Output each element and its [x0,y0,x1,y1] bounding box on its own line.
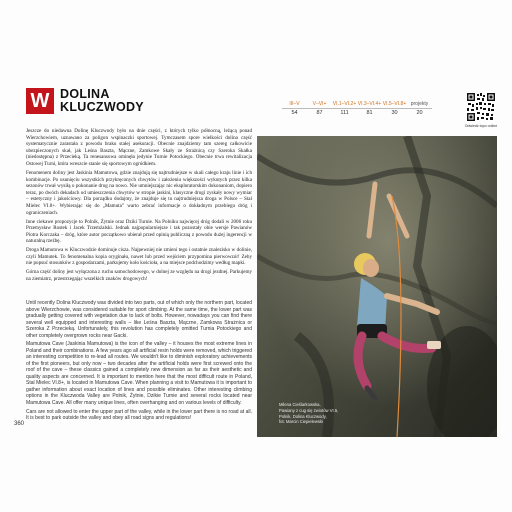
paragraph: Inne ciekawe propozycje to Polnik, Żytnie oraz Dziki Turnie. Na Polniku najwięcej dróg dodali w 2006 roku Przemysław Rostek i Jacek Trzemżalski. Jednak najpopularniejsze i tak pozostały obie wersje Pawianów Piotra Korczaka – dróg, które autor początkowo ubierał przed opinią publiczną z powodu dużej ingerencji w naturalną rzeźbę. [26,218,252,245]
title-line-2: KLUCZWODY [60,100,144,114]
qr-code-icon[interactable] [466,92,496,122]
grade-value-row [282,109,432,117]
paragraph: Fenomenem doliny jest Jaskinia Mamutowa, gdzie znajdują się najtrudniejsze w skali całego kraju linie i ich kombinacje. Po usunięciu wszystkich przykręconych chwytów i założeniu większości wykutych przez kilka sezonów trwał wysiłą o pokonanie drog na nowo. Nie umniejszając nic eksploratorskim dokonaniom, dopiero teraz, po dwóch dekadach od umieszczenia chwytów w stropie jaskini, klasyczne drogi zyskały nowy wymiar – estetyczny i jakościowy. Dla porządku dodajmy, że znajduje się tu najtrudniejsza droga w Polsce – Stal Mielec VI.8+. Wybierając się do „Mamuta” warto zebrać informacje o dokładnym przebiegu dróg i ograniczeniach. [26,169,252,216]
photo-caption [279,402,369,425]
grade-count: 30 [391,110,398,116]
grade-count: 87 [316,110,323,116]
route-grade-stats [282,100,432,117]
title-line-1: DOLINA [60,87,110,101]
paragraph: Droga Mamutowa w Kluczwodzie dominuje cisza. Najpewniej nie zmieni tego i ostatnie znalezisko w dolinie, czyli Mamutek. To fenomenalna kopia oryginału, nawet lub przed wejściem przypomina pierwowzór! Zeby nie popsuć stosunków z gospodarzami, parkujemy koło kościoła, a na miejsce podchodzimy według mapki. [26,247,252,267]
chapter-badge: W [26,88,54,114]
grade-header: VI.5–VI.8+ [382,101,407,107]
page-number: 360 [14,421,25,427]
caption-line: Milena Cieślarkowska, [279,402,321,407]
caption-line: Polnik, Dolina Kluczwody, [279,413,327,419]
grade-header-row [282,100,432,109]
paragraph: Cars are not allowed to enter the upper part of the valley, while in the lower part there is no road at all. It is best to park outside the valley and obey all road signs and regulations! [26,408,252,422]
projects-count: 20 [416,110,423,116]
paragraph: Jeszcze do niedawna Dolinę Kluczwody było na dnie części, z których tylko północną, leżącą ponad Wierzchowiem, uznawano za poligon wspinaczki sportowej. Tymczasem spore wielkości dolina część systematycznie zarastała z powodu braku stałej asekuracji. Obecnie znajdziemy tam szereg całkowicie ubezpieczonych skał, jak Leśna Baszta, Mączne, Zamkowe Skały ze Strażnicą czy Szeroka Skałka (niedostępna) z Przecieką. Ta renesansowa ominęła jedynie Turnie Potockiego. Obecnie trwa rewitalizacja Ostowej Turni, która wreszcie stanie się sportowym ogródkiem. [26,128,252,167]
grade-count: 54 [291,110,298,116]
paragraph: Mamutowa Cave (Jaskinia Mamutowa) is the icon of the valley – it houses the most extreme lines in Poland and their combinations. A few years ago all artificial resin holds were removed, which triggered an interesting competition to re-lead all routes. We wouldn't like to diminish exploratory achievements of the first pioneers, but only now – two decades after the artificial holds were first screwed onto the roof of the cave – these classics gained a completely new dimension as far as their aesthetic and quality aspects are concerned. It is important to mention here that the most difficult route in Poland, Stal Mielec VI.8+, is located in Mamutowa Cave. When planning a visit to Mamutowa it is important to gather information about exact location of lines and possible eliminates. Other interesting climbing options in the Kluczwoda Valley are Polnik, Żytnie, Dzikie Turnie and several rocks located near Mamutowa Cave. All offer many unique lines, often overhanging and on various levels of difficulty. [26,341,252,406]
polish-text-block [26,128,252,285]
grade-count: 81 [366,110,373,116]
grade-header: VI.1–VI.2+ [332,101,357,107]
grade-header: III–V [282,100,307,109]
grade-header: V–VI+ [307,100,332,109]
caption-line: fot. Marcin Ciepielewski [279,419,323,425]
grade-header: VI.3–VI.4+ [357,101,382,107]
paragraph: Until recently Dolina Kluczwody was divided into two parts, out of which only the northern part, located above Wierzchowie, was considered suitable for sport climbing. At the same time, the lower part was gradually getting covered with vegetation due to lack of bolts. However, nowadays you can find there several well equipped and interesting walls – like Leśna Baszta, Mączne, Zamkowa Strażnica or Szeroka Z Przecieką. Unfortunately, this revolution has completely omitted Turnia Potockiego and other completely overgrown rocks near Gacki. [26,300,252,339]
qr-caption: Odwiedź topo online [464,124,498,128]
paragraph: Górna część doliny jest wyłączona z ruchu samochodowego, w dolnej ze względu na drogi jezdnej. Parkujemy na ziemiatrz, przestrzegając wszelkich znaków drogowych! [26,269,252,283]
caption-line: Pawiany z cug się zwiotów VI.5, [279,407,339,413]
grade-header-projects: projekty [407,100,432,109]
english-text-block [26,300,252,424]
page-title [60,88,144,114]
climbing-photo [257,136,497,437]
grade-count: 111 [340,110,349,116]
